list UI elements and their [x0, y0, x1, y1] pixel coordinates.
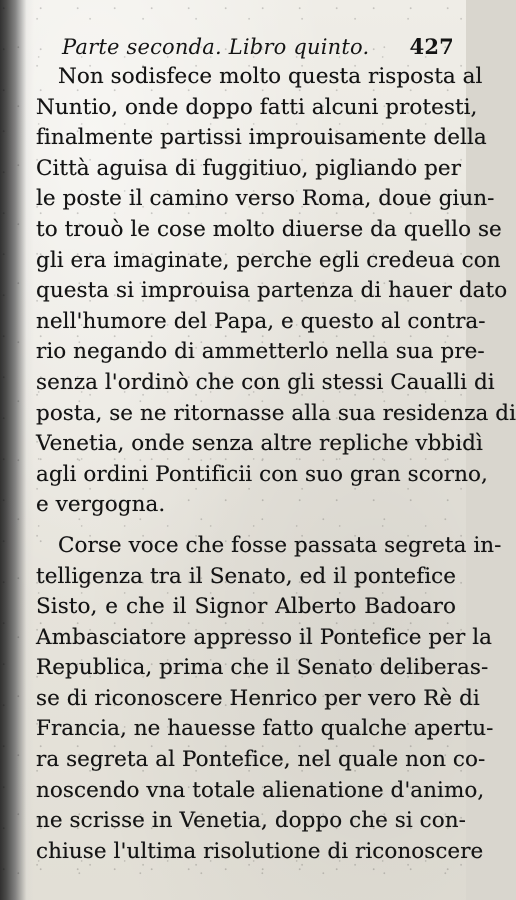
paragraph-2: [36, 531, 502, 868]
text-line: Città aguisa di fuggitiuo, pigliando per: [36, 155, 462, 181]
text-line: finalmente partissi improuisamente della: [36, 125, 487, 151]
text-line: questa si improuisa partenza di hauer dato: [36, 278, 508, 304]
text-line: ra segreta al Pontefice, nel quale non co-: [36, 747, 486, 773]
text-line: se di riconoscere Henrico per vero Rè di: [36, 685, 480, 711]
text-line: Venetia, onde senza altre repliche vbbidì: [36, 431, 483, 457]
text-line: posta, se ne ritornasse alla sua residenza di: [36, 400, 516, 426]
running-title: Parte seconda. Libro quinto.: [62, 35, 370, 59]
text-line: chiuse l'ultima risolutione di riconoscere: [36, 838, 484, 864]
text-line: Ambasciatore appresso il Pontefice per la: [36, 624, 492, 650]
text-line: gli era imaginate, perche egli credeua con: [36, 247, 501, 273]
text-line: rio negando di ammetterlo nella sua pre-: [36, 339, 485, 365]
text-line: to trouò le cose molto diuerse da quello se: [36, 216, 502, 242]
text-line: Francia, ne hauesse fatto qualche apertu-: [36, 716, 494, 742]
running-header: [62, 36, 454, 58]
text-line: le poste il camino verso Roma, doue giun-: [36, 186, 495, 212]
text-line: telligenza tra il Senato, ed il pontefice: [36, 563, 456, 589]
text-line: Sisto, e che il Signor Alberto Badoaro: [36, 594, 456, 620]
page-number: 427: [409, 34, 454, 59]
text-line: nell'humore del Papa, e questo al contra-: [36, 308, 486, 334]
text-line: e vergogna.: [36, 492, 166, 518]
text-line: noscendo vna totale alienatione d'animo,: [36, 777, 485, 803]
text-line: Non sodisfece molto questa risposta al: [58, 64, 483, 89]
paragraph-1: [36, 62, 516, 521]
page-content: [36, 34, 516, 867]
text-line: Corse voce che fosse passata segreta in-: [58, 532, 502, 558]
text-line: agli ordini Pontificii con suo gran scorno,: [36, 461, 488, 487]
text-line: Republica, prima che il Senato deliberas-: [36, 655, 489, 681]
text-line: ne scrisse in Venetia, doppo che si con-: [36, 808, 466, 834]
binding-gutter-shadow: [0, 0, 34, 900]
text-line: senza l'ordinò che con gli stessi Caualli di: [36, 369, 495, 395]
text-line: Nuntio, onde doppo fatti alcuni protesti,: [36, 94, 478, 120]
